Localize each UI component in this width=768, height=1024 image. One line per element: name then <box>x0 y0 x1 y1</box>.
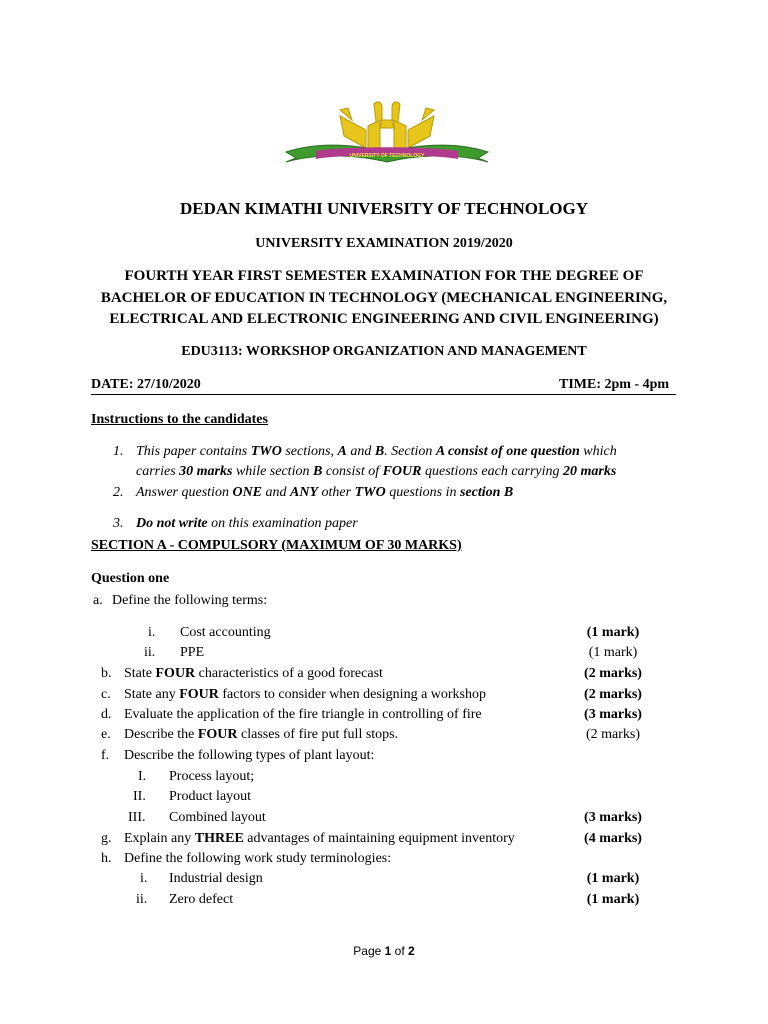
emphasis-text: B <box>374 444 385 459</box>
text-run: Describe the <box>124 727 198 742</box>
item-label: i. <box>140 871 148 886</box>
emphasis-text: A consist of one question <box>435 444 580 459</box>
item-label: h. <box>101 851 112 866</box>
text-run: while section <box>232 464 313 479</box>
text-run: on this examination paper <box>207 516 358 531</box>
page-total: 2 <box>408 944 415 958</box>
emphasis-text: TWO <box>354 485 386 500</box>
page-footer <box>0 944 768 958</box>
text-run: Combined layout <box>169 810 266 825</box>
emphasis-text: FOUR <box>197 727 238 742</box>
item-text <box>124 748 374 764</box>
text-run: and <box>346 444 375 459</box>
text-run: and <box>262 485 291 500</box>
item-text <box>169 871 263 887</box>
emphasis-text: B <box>312 464 323 479</box>
text-run: This paper contains <box>136 444 251 459</box>
exam-date: DATE: 27/10/2020 <box>91 377 201 392</box>
exam-title: UNIVERSITY EXAMINATION 2019/2020 <box>255 236 513 251</box>
emphasis-text: THREE <box>194 831 244 846</box>
instruction-number: 2. <box>113 485 124 500</box>
text-run: Zero defect <box>169 892 234 907</box>
item-label: ii. <box>144 645 156 660</box>
text-run: characteristics of a good forecast <box>195 666 383 681</box>
item-label: i. <box>148 625 156 640</box>
item-label: e. <box>101 727 111 742</box>
emphasis-text: ANY <box>290 485 319 500</box>
degree-line-2: BACHELOR OF EDUCATION IN TECHNOLOGY (MECHANICAL ENGINEERING, <box>100 290 668 306</box>
item-text <box>124 727 398 743</box>
item-label: f. <box>101 748 110 763</box>
item-label: c. <box>101 687 111 702</box>
instruction-text <box>136 516 358 532</box>
item-marks: (4 marks) <box>584 831 642 846</box>
text-run: Define the following terms: <box>112 593 268 608</box>
text-run: Cost accounting <box>180 625 271 640</box>
page-number: 1 <box>384 944 392 958</box>
item-text <box>124 707 482 723</box>
text-run: State any <box>124 687 180 702</box>
item-text <box>180 625 271 641</box>
emphasis-text: ONE <box>232 485 263 500</box>
item-marks: (2 marks) <box>584 666 642 681</box>
logo-ribbon-text: UNIVERSITY OF TECHNOLOGY <box>349 153 425 159</box>
item-label: a. <box>93 593 103 608</box>
emphasis-text: 30 marks <box>179 464 233 479</box>
logo-emblem-icon <box>340 102 434 148</box>
item-text <box>180 645 204 661</box>
emphasis-text: 20 marks <box>563 464 617 479</box>
instruction-number: 1. <box>113 444 124 459</box>
text-run: which <box>579 444 617 459</box>
item-marks: (2 marks) <box>584 687 642 702</box>
text-run: carries <box>136 464 180 479</box>
emphasis-text: section B <box>459 485 514 500</box>
emphasis-text: Do not write <box>136 516 208 531</box>
exam-time: TIME: 2pm - 4pm <box>559 377 670 392</box>
text-run: consist of <box>322 464 383 479</box>
item-text <box>112 593 267 609</box>
date-time-rule <box>91 394 676 395</box>
text-run: questions in <box>385 485 460 500</box>
text-run: Answer question <box>136 485 233 500</box>
page-word: Page <box>353 944 385 958</box>
item-label: d. <box>101 707 112 722</box>
text-run: questions each carrying <box>421 464 564 479</box>
text-run: classes of fire put full stops. <box>237 727 399 742</box>
university-name: DEDAN KIMATHI UNIVERSITY OF TECHNOLOGY <box>179 199 589 218</box>
text-run: Evaluate the application of the fire triangle in controlling of fire <box>124 707 482 722</box>
section-a-heading: SECTION A - COMPULSORY (MAXIMUM OF 30 MARKS) <box>91 538 462 553</box>
emphasis-text: A <box>337 444 347 459</box>
item-text <box>124 666 383 682</box>
item-text <box>169 769 254 785</box>
instruction-text <box>136 444 617 460</box>
text-run: . Section <box>384 444 436 459</box>
instruction-text-continued <box>136 464 616 480</box>
text-run: Process layout; <box>169 769 255 784</box>
instruction-text <box>136 485 513 501</box>
emphasis-text: FOUR <box>155 666 196 681</box>
question-one-heading: Question one <box>91 571 170 586</box>
text-run: other <box>318 485 355 500</box>
emphasis-text: FOUR <box>179 687 219 702</box>
item-text <box>169 892 233 908</box>
item-marks: (1 mark) <box>588 645 638 660</box>
text-run: State <box>124 666 156 681</box>
instructions-heading: Instructions to the candidates <box>91 412 268 427</box>
text-run: sections, <box>281 444 338 459</box>
text-run: Describe the following types of plant layout: <box>124 748 375 763</box>
text-run: Define the following work study terminologies: <box>124 851 392 866</box>
text-run: Product layout <box>169 789 252 804</box>
item-marks: (2 marks) <box>585 727 641 742</box>
item-label: I. <box>138 769 147 784</box>
course-title: EDU3113: WORKSHOP ORGANIZATION AND MANAGEMENT <box>181 344 587 359</box>
text-run: advantages of maintaining equipment inventory <box>243 831 515 846</box>
of-word: of <box>391 944 409 958</box>
item-marks: (3 marks) <box>584 707 642 722</box>
item-text <box>169 789 251 805</box>
item-text <box>169 810 266 826</box>
text-run: Explain any <box>124 831 195 846</box>
text-run: Industrial design <box>169 871 263 886</box>
item-label: ii. <box>136 892 148 907</box>
item-text <box>124 687 486 703</box>
text-run: PPE <box>180 645 205 660</box>
degree-line-1: FOURTH YEAR FIRST SEMESTER EXAMINATION FOR THE DEGREE OF <box>124 268 644 284</box>
text-run: factors to consider when designing a workshop <box>218 687 486 702</box>
item-label: b. <box>101 666 112 681</box>
emphasis-text: FOUR <box>382 464 422 479</box>
item-label: III. <box>128 810 146 825</box>
item-marks: (1 mark) <box>586 871 640 886</box>
emphasis-text: TWO <box>250 444 282 459</box>
item-marks: (1 mark) <box>586 625 640 640</box>
item-text <box>124 831 515 847</box>
item-marks: (3 marks) <box>584 810 642 825</box>
university-logo <box>282 96 492 168</box>
item-text <box>124 851 391 867</box>
item-label: g. <box>101 831 112 846</box>
item-label: II. <box>133 789 146 804</box>
degree-line-3: ELECTRICAL AND ELECTRONIC ENGINEERING AND CIVIL ENGINEERING) <box>109 311 659 327</box>
item-marks: (1 mark) <box>586 892 640 907</box>
instruction-number: 3. <box>113 516 124 531</box>
